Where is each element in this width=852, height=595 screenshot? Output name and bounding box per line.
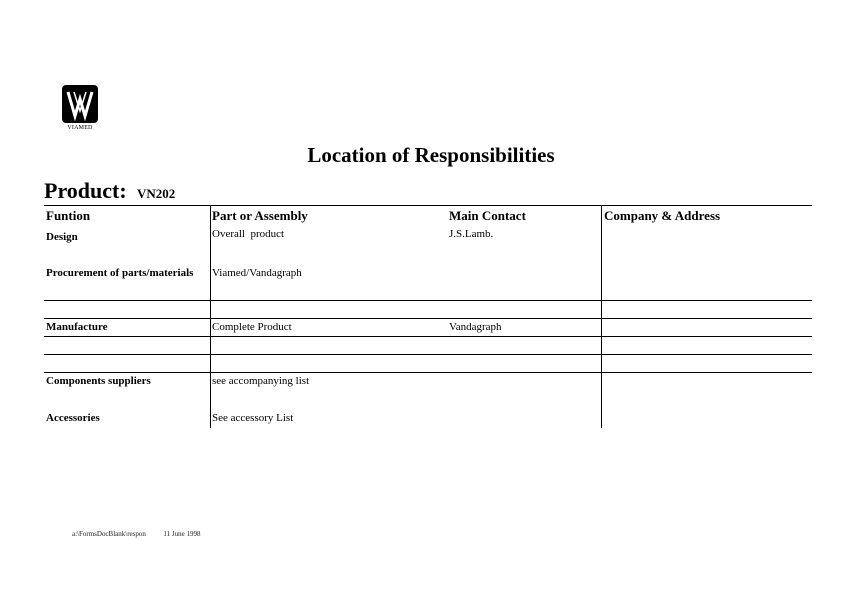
table-rule	[44, 372, 812, 373]
row-components-part: see accompanying list	[212, 375, 310, 387]
row-accessories-part: See accessory List	[212, 412, 294, 424]
product-label: Product:	[44, 178, 127, 203]
table-column-rule	[210, 205, 211, 428]
footer-date: 11 June 1998	[163, 530, 201, 538]
table-rule	[44, 336, 812, 337]
product-code: VN202	[137, 186, 176, 201]
header-function: Funtion	[46, 208, 91, 223]
footer	[72, 530, 200, 538]
row-manufacture-part: Complete Product	[212, 321, 292, 333]
row-procurement-part: Viamed/Vandagraph	[212, 267, 302, 279]
row-procurement-function: Procurement of parts/materials	[46, 267, 194, 279]
table-rule	[44, 318, 812, 319]
table-column-rule	[601, 205, 602, 428]
responsibilities-table	[44, 205, 812, 428]
row-design-part: Overall product	[212, 228, 285, 240]
header-part: Part or Assembly	[212, 208, 308, 223]
row-design-function: Design	[46, 231, 78, 243]
page-title: Location of Responsibilities	[307, 143, 555, 167]
viamed-logo-icon	[62, 85, 98, 123]
table-rule	[44, 354, 812, 355]
footer-file-path: a:\FormsDocBlank\respon	[72, 530, 146, 538]
row-components-function: Components suppliers	[46, 375, 151, 387]
table-rule	[44, 300, 812, 301]
row-accessories-function: Accessories	[46, 412, 100, 424]
table-rule	[44, 205, 812, 206]
row-manufacture-function: Manufacture	[46, 321, 108, 333]
header-contact: Main Contact	[449, 208, 526, 223]
logo-caption: VIAMED	[67, 125, 93, 131]
row-design-contact: J.S.Lamb.	[449, 228, 494, 240]
header-company: Company & Address	[604, 208, 721, 223]
company-logo	[62, 85, 98, 123]
row-manufacture-contact: Vandagraph	[449, 321, 502, 333]
